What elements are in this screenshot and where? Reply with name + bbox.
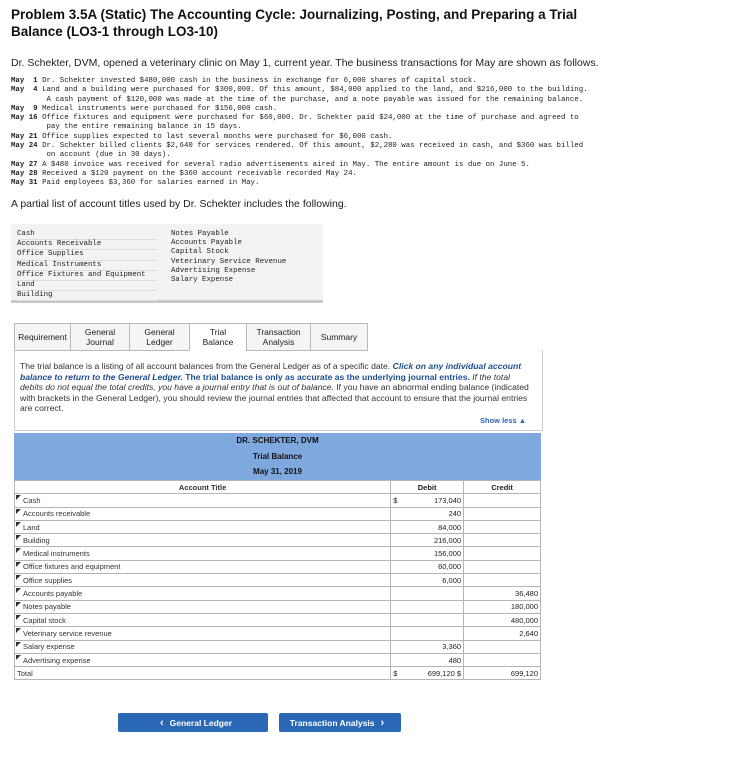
- dollar-cell: $: [391, 494, 425, 507]
- debit-cell[interactable]: [425, 600, 464, 613]
- transaction-line: May 4 Land and a building were purchased for $300,000. Of this amount, $84,000 applied to the land, and $216,000 to the building.: [11, 86, 588, 95]
- account-cell[interactable]: Capital stock: [15, 613, 391, 626]
- dollar-cell: [391, 574, 425, 587]
- table-row: [15, 520, 541, 533]
- tab-requirement[interactable]: Requirement: [14, 323, 71, 351]
- credit-cell[interactable]: [464, 507, 541, 520]
- account-title-item: Notes Payable: [171, 230, 229, 238]
- partial-list-label: A partial list of account titles used by Dr. Schekter includes the following.: [11, 198, 347, 210]
- expand-marker-icon: [16, 509, 21, 514]
- transaction-line: on account (due in 30 days).: [46, 151, 171, 160]
- account-cell[interactable]: Accounts receivable: [15, 507, 391, 520]
- credit-cell[interactable]: [464, 547, 541, 560]
- total-credit: 699,120: [464, 667, 541, 680]
- credit-cell[interactable]: 480,000: [464, 613, 541, 626]
- table-row: [15, 613, 541, 626]
- tab-summary[interactable]: Summary: [310, 323, 368, 351]
- total-row: [15, 667, 541, 680]
- account-cell[interactable]: Land: [15, 520, 391, 533]
- statement-date: May 31, 2019: [253, 467, 302, 476]
- credit-cell[interactable]: [464, 520, 541, 533]
- account-title-item: Building: [17, 291, 157, 301]
- account-title-item: Accounts Receivable: [17, 240, 157, 250]
- trial-balance-header: [14, 433, 541, 480]
- transaction-list: [11, 77, 731, 189]
- note-part3: The trial balance is only as accurate as the underlying journal entries.: [182, 371, 470, 382]
- dollar-cell: [391, 534, 425, 547]
- table-row: [15, 574, 541, 587]
- tab-trial-balance[interactable]: Trial Balance: [189, 323, 247, 351]
- expand-marker-icon: [16, 602, 21, 607]
- debit-cell[interactable]: [425, 627, 464, 640]
- account-cell[interactable]: Notes payable: [15, 600, 391, 613]
- expand-marker-icon: [16, 548, 21, 553]
- account-title-item: Cash: [17, 230, 157, 240]
- account-cell[interactable]: Accounts payable: [15, 587, 391, 600]
- debit-cell[interactable]: 156,000: [425, 547, 464, 560]
- note-part4: If the total debits do not equal the total credits, you have a journal entry that is out of balance.: [20, 371, 511, 393]
- expand-marker-icon: [16, 575, 21, 580]
- transaction-line: May 16 Office fixtures and equipment were purchased for $60,000. Dr. Schekter paid $24,000 at the time of purchase and agreed to: [11, 114, 579, 123]
- transaction-line: May 31 Paid employees $3,360 for salaries earned in May.: [11, 179, 260, 188]
- dollar-cell: [391, 600, 425, 613]
- account-title-item: Advertising Expense: [171, 266, 256, 275]
- table-row: [15, 560, 541, 573]
- expand-marker-icon: [16, 655, 21, 660]
- dollar-cell: [391, 640, 425, 653]
- credit-cell[interactable]: [464, 494, 541, 507]
- table-row: [15, 600, 541, 613]
- dollar-cell: [391, 520, 425, 533]
- note-part2: Click on any individual account balance to return to the General Ledger.: [20, 361, 522, 382]
- debit-cell[interactable]: 480: [425, 653, 464, 666]
- prev-button-label: General Ledger: [169, 717, 233, 728]
- debit-cell[interactable]: [425, 613, 464, 626]
- account-title-item: Capital Stock: [171, 248, 229, 257]
- dollar-cell: [391, 547, 425, 560]
- credit-cell[interactable]: [464, 640, 541, 653]
- expand-marker-icon: [16, 535, 21, 540]
- col-account-title: Account Title: [15, 481, 391, 494]
- transaction-line: May 24 Dr. Schekter billed clients $2,640 for services rendered. Of this amount, $2,280 was received in cash, and $360 was billed: [11, 142, 584, 151]
- dollar-cell: [391, 627, 425, 640]
- table-row: [15, 494, 541, 507]
- expand-marker-icon: [16, 628, 21, 633]
- transaction-line: May 21 Office supplies expected to last several months were purchased for $6,000 cash.: [11, 132, 393, 141]
- table-row: [15, 507, 541, 520]
- table-row: [15, 587, 541, 600]
- dollar-cell: [391, 653, 425, 666]
- account-cell[interactable]: Office supplies: [15, 574, 391, 587]
- transaction-line: May 9 Medical instruments were purchased for $156,000 cash.: [11, 104, 278, 113]
- total-credit-dollar-sign: $: [456, 668, 462, 678]
- table-row: [15, 627, 541, 640]
- credit-cell[interactable]: [464, 534, 541, 547]
- expand-marker-icon: [16, 642, 21, 647]
- account-cell[interactable]: Building: [15, 534, 391, 547]
- table-row: [15, 640, 541, 653]
- table-row: [15, 547, 541, 560]
- account-cell[interactable]: Advertising expense: [15, 653, 391, 666]
- account-title-item: Medical Instruments: [17, 261, 157, 271]
- tab-general-ledger[interactable]: General Ledger: [129, 323, 190, 351]
- statement-name: Trial Balance: [252, 451, 303, 461]
- account-title-item: Office Supplies: [17, 250, 157, 260]
- debit-cell[interactable]: [425, 587, 464, 600]
- account-title-item: Accounts Payable: [171, 239, 242, 248]
- company-name: DR. SCHEKTER, DVM: [236, 436, 319, 445]
- account-title-item: Land: [17, 281, 157, 291]
- tab-bar: [14, 323, 367, 351]
- dollar-cell: [391, 507, 425, 520]
- dollar-cell: [391, 587, 425, 600]
- table-header-row: [15, 481, 541, 494]
- expand-marker-icon: [16, 588, 21, 593]
- account-cell[interactable]: Salary expense: [15, 640, 391, 653]
- credit-cell[interactable]: [464, 653, 541, 666]
- credit-cell[interactable]: 36,480: [464, 587, 541, 600]
- expand-marker-icon: [16, 522, 21, 527]
- transaction-line: May 1 Dr. Schekter invested $480,000 cash in the business in exchange for 6,000 shares of capital stock.: [11, 77, 477, 85]
- intro-text: Dr. Schekter, DVM, opened a veterinary clinic on May 1, current year. The business transactions for May are shown as follows.: [11, 57, 599, 69]
- credit-cell[interactable]: [464, 574, 541, 587]
- transaction-line: May 28 Received a $120 payment on the $360 account receivable recorded May 24.: [11, 169, 357, 178]
- debit-cell[interactable]: 3,360: [425, 640, 464, 653]
- expand-marker-icon: [16, 495, 21, 500]
- account-cell[interactable]: Veterinary service revenue: [15, 627, 391, 640]
- chevron-right-icon: ›: [380, 716, 385, 729]
- total-label: Total: [15, 667, 391, 680]
- next-button-label: Transaction Analysis: [289, 717, 375, 728]
- debit-cell[interactable]: 6,000: [425, 574, 464, 587]
- prev-general-ledger-button[interactable]: [118, 713, 268, 732]
- col-debit: Debit: [391, 481, 464, 494]
- col-credit: Credit: [464, 481, 541, 494]
- debit-cell[interactable]: 240: [425, 507, 464, 520]
- account-titles-right: [171, 230, 286, 285]
- dollar-cell: [391, 613, 425, 626]
- account-cell[interactable]: Office fixtures and equipment: [15, 560, 391, 573]
- credit-cell[interactable]: 2,640: [464, 627, 541, 640]
- debit-cell[interactable]: 84,000: [425, 520, 464, 533]
- note-part5: If you have an abnormal ending balance (indicated with brackets in the General Ledger), you should review the journal entries that affected that account to ensure that the journal entries are correct.: [20, 382, 529, 414]
- account-title-item: Veterinary Service Revenue: [171, 257, 287, 266]
- account-titles-box: [11, 224, 323, 303]
- debit-cell[interactable]: 173,040: [425, 494, 464, 507]
- trial-balance-table: [14, 480, 541, 680]
- tab-general-journal[interactable]: General Journal: [70, 323, 130, 351]
- total-dollar-sign: $: [391, 667, 425, 680]
- account-titles-left: [17, 230, 157, 301]
- transaction-line: pay the entire remaining balance in 15 days.: [46, 123, 242, 132]
- note-part1: The trial balance is a listing of all account balances from the General Ledger as of a specific date.: [20, 361, 393, 371]
- account-title-item: Office Fixtures and Equipment: [17, 271, 157, 281]
- account-title-item: Salary Expense: [171, 276, 234, 285]
- account-cell[interactable]: Cash: [15, 494, 391, 507]
- credit-cell[interactable]: [464, 560, 541, 573]
- table-row: [15, 653, 541, 666]
- account-cell[interactable]: Medical instruments: [15, 547, 391, 560]
- transaction-line: May 27 A $480 invoice was received for several radio advertisements aired in May. The entire amount is due on June 5.: [11, 160, 530, 169]
- expand-marker-icon: [16, 615, 21, 620]
- tab-transaction-analysis[interactable]: Transaction Analysis: [246, 323, 311, 351]
- next-transaction-analysis-button[interactable]: [279, 713, 401, 732]
- chevron-left-icon: ‹: [159, 716, 164, 729]
- debit-cell[interactable]: 60,000: [425, 560, 464, 573]
- credit-cell[interactable]: 180,000: [464, 600, 541, 613]
- expand-marker-icon: [16, 562, 21, 567]
- show-less-link[interactable]: Show less ▲: [480, 416, 527, 425]
- transaction-line: A cash payment of $120,000 was made at the time of the purchase, and a note payable was issued for the remaining balance.: [46, 95, 584, 104]
- dollar-cell: [391, 560, 425, 573]
- problem-title: Problem 3.5A (Static) The Accounting Cycle: Journalizing, Posting, and Preparing a Trial Balance (LO3-1 through LO3-10): [11, 7, 578, 39]
- total-debit: 699,120 $: [425, 667, 464, 680]
- debit-cell[interactable]: 216,000: [425, 534, 464, 547]
- table-row: [15, 534, 541, 547]
- instructions-text: [20, 361, 535, 414]
